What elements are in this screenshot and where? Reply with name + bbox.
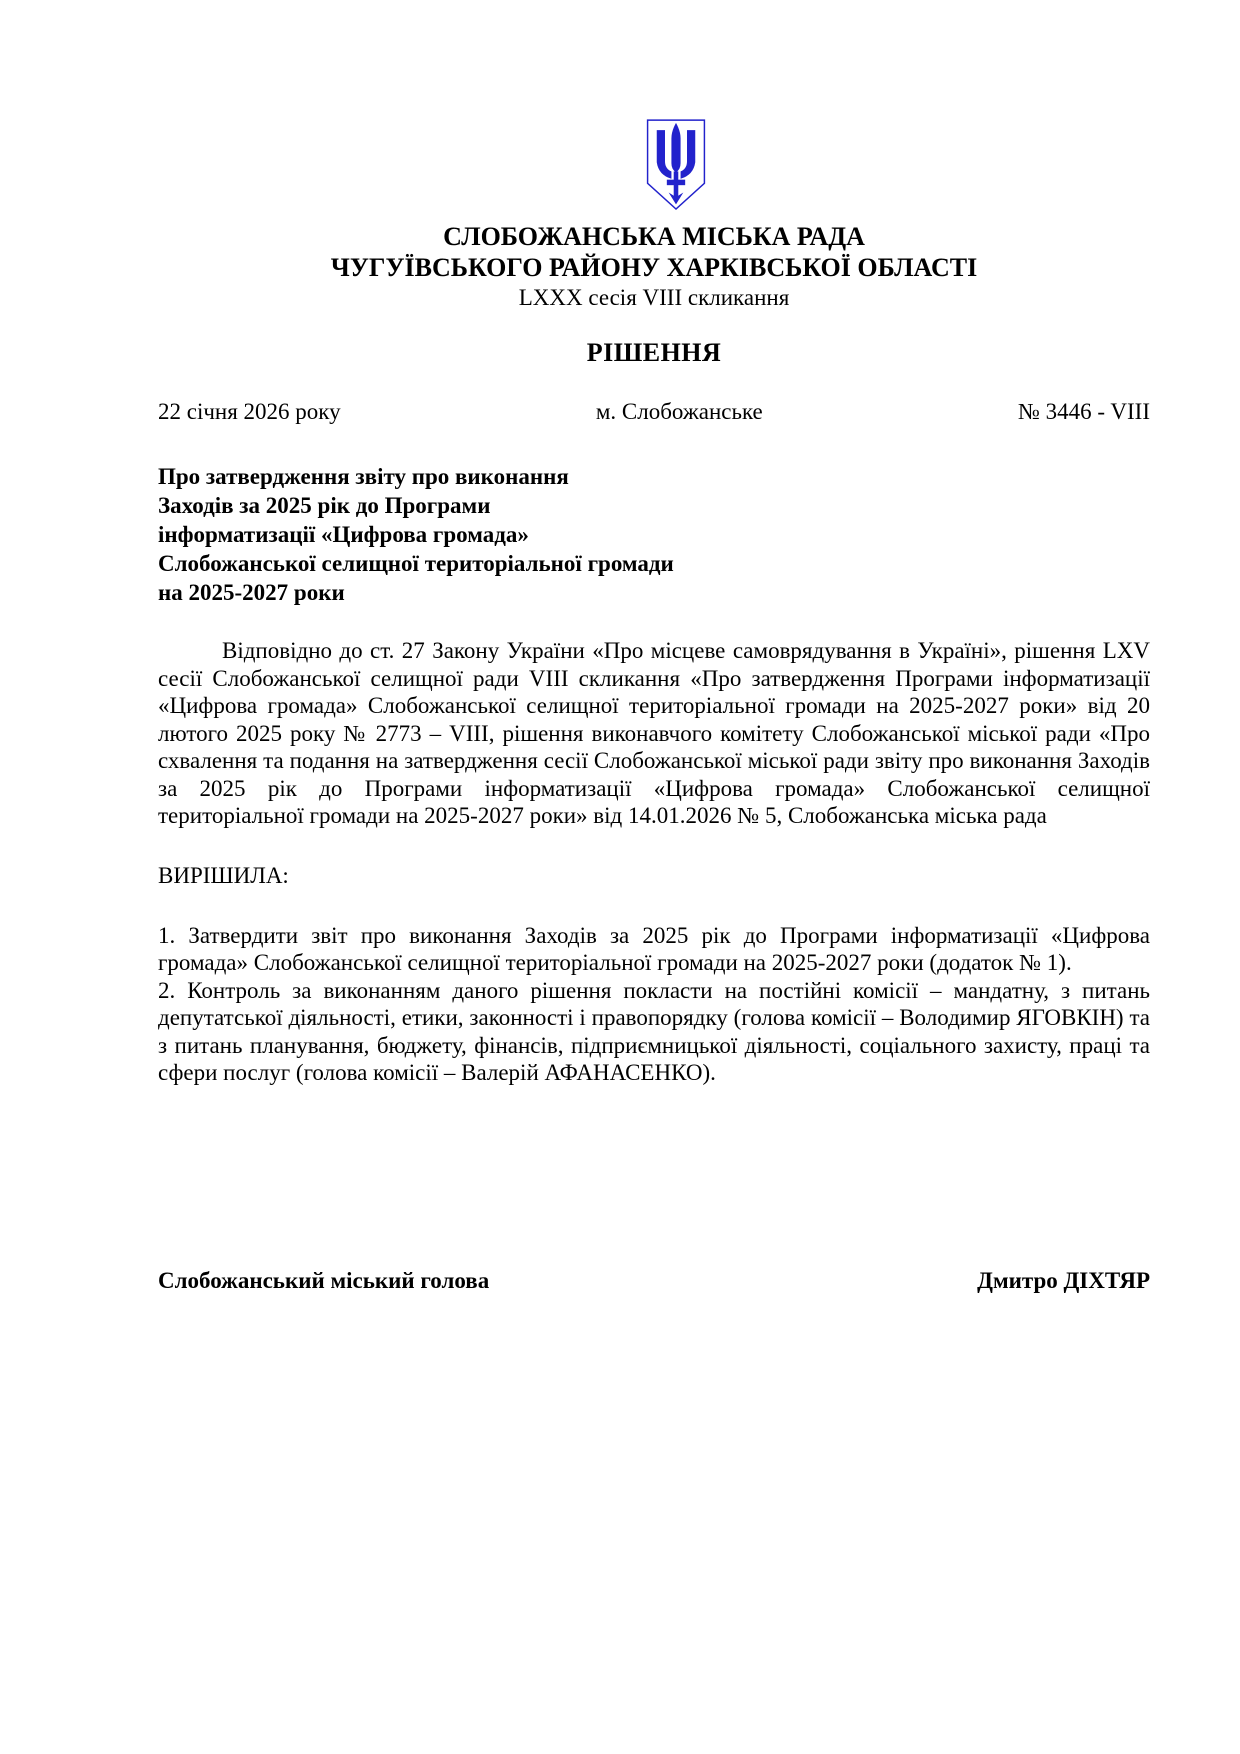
subject-line: Заходів за 2025 рік до Програми xyxy=(158,493,491,518)
decision-date: 22 січня 2026 року xyxy=(158,399,341,424)
subject-line: на 2025-2027 роки xyxy=(158,580,345,605)
ukraine-trident-icon xyxy=(643,117,709,213)
signature-name: Дмитро ДІХТЯР xyxy=(977,1267,1150,1293)
subject-line: Слобожанської селищної територіальної громади xyxy=(158,551,674,576)
subject-block xyxy=(158,462,1150,607)
signature-row xyxy=(158,1267,1150,1295)
subject-line: інформатизації «Цифрова громада» xyxy=(158,522,529,547)
preamble-paragraph: Відповідно до ст. 27 Закону України «Про місцеве самоврядування в Україні», рішення LXV сесії Слобожанської селищної ради VIII скликання «Про затвердження Програми інформатизації «Цифрова громада» Слобожанської селищної територіальної громади на 2025-2027 роки» від 20 лютого 2025 року № 2773 – VIII, рішення виконавчого комітету Слобожанської міської ради «Про схвалення та подання на затвердження сесії Слобожанської міської ради звіту про виконання Заходів за 2025 рік до Програми інформатизації «Цифрова громада» Слобожанської селищної територіальної громади на 2025-2027 роки» від 14.01.2026 № 5, Слобожанська міська рада xyxy=(158,638,1150,828)
resolution-item: 2. Контроль за виконанням даного рішення покласти на постійні комісії – мандатну, з питань депутатської діяльності, етики, законності і правопорядку (голова комісії – Володимир ЯГОВКІН) та з питань планування, бюджету, фінансів, підприємницької діяльності, соціального захисту, праці та сфери послуг (голова комісії – Валерій АФАНАСЕНКО). xyxy=(158,977,1150,1085)
session-line: LXXX сесія VIII скликання xyxy=(518,285,790,310)
decision-number: № 3446 - VIII xyxy=(1017,399,1150,424)
council-name: СЛОБОЖАНСЬКА МІСЬКА РАДА xyxy=(443,222,865,251)
district-name: ЧУГУЇВСЬКОГО РАЙОНУ ХАРКІВСЬКОЇ ОБЛАСТІ xyxy=(330,253,978,282)
document-type-title: РІШЕННЯ xyxy=(586,338,722,367)
meta-row xyxy=(158,398,1150,426)
subject-line: Про затвердження звіту про виконання xyxy=(158,464,569,489)
signature-title: Слобожанський міський голова xyxy=(158,1267,490,1293)
emblem-container xyxy=(158,117,1150,213)
resolution-item: 1. Затвердити звіт про виконання Заходів за 2025 рік до Програми інформатизації «Цифрова громада» Слобожанської селищної територіальної громади на 2025-2027 роки (додаток № 1). xyxy=(158,922,1150,975)
resolved-heading: ВИРІШИЛА: xyxy=(158,862,289,888)
decision-place: м. Слобожанське xyxy=(595,399,763,424)
resolution-items xyxy=(158,922,1150,1087)
document-header xyxy=(158,221,1150,312)
document-content xyxy=(158,117,1150,1295)
